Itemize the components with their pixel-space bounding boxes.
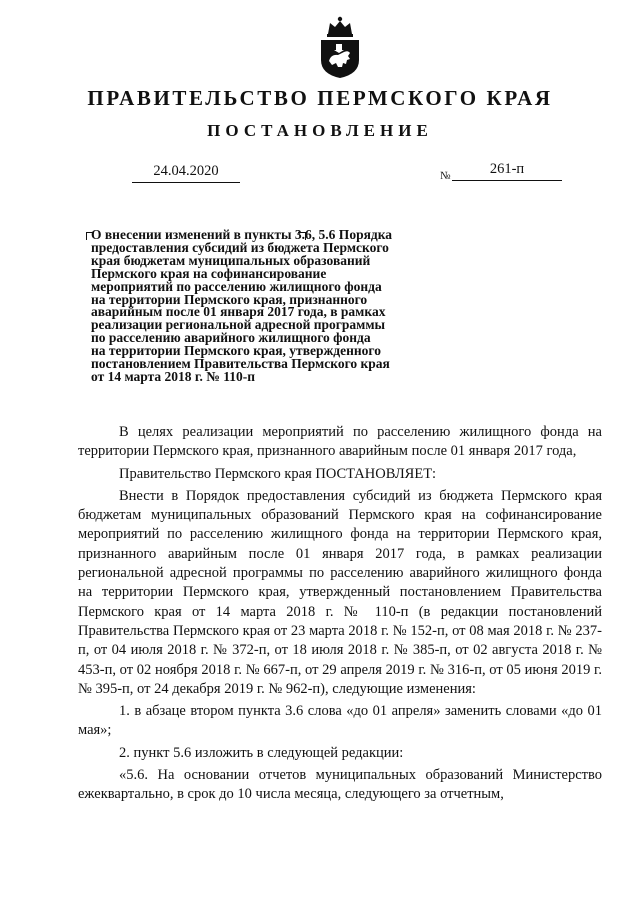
resolution-paragraph: Правительство Пермского края ПОСТАНОВЛЯЕТ: [119, 465, 437, 482]
document-body [78, 423, 602, 805]
amendment-item-1: 1. в абзаце втором пункта 3.6 слова «до 01 апреля» заменить словами «до 01 мая»; [78, 703, 602, 739]
document-date: 24.04.2020 [132, 163, 240, 183]
subject-line: от 14 марта 2018 г. № 110-п [91, 368, 256, 384]
coat-of-arms-icon [318, 14, 362, 80]
quoted-clause-paragraph: «5.6. На основании отчетов муниципальных образований Министерство ежеквартально, в срок до 10 числа месяца, следующего за отчетным, [78, 767, 602, 803]
document-number: 261-п [452, 161, 562, 181]
subject-line: постановлением Правительства Пермского края [91, 356, 390, 372]
subject-line: мероприятий по расселению жилищного фонда [91, 278, 382, 294]
subject-line: аварийным после 01 января 2017 года, в рамках [91, 304, 386, 320]
subject-line: на территории Пермского края, утвержденного [91, 343, 381, 359]
subject-line: О внесении изменений в пункты 3.6, 5.6 Порядка [91, 227, 393, 242]
amendment-item-2: 2. пункт 5.6 изложить в следующей редакции: [119, 744, 404, 761]
government-name: ПРАВИТЕЛЬСТВО ПЕРМСКОГО КРАЯ [87, 86, 553, 110]
subject-line: на территории Пермского края, признанного [91, 291, 368, 307]
document-subject [91, 229, 451, 384]
number-sign: № [440, 170, 451, 182]
amendment-intro-paragraph: Внести в Порядок предоставления субсидий из бюджета Пермского края бюджетам муниципальных образований Пермского края на софинансирование мероприятий по расселению жилищного фонда на территории Пермского края, признанного аварийным после 01 января 2017 года, в рамках реализации региональной адресной программы по расселению аварийного жилищного фонда на территории Пермского края, утвержденный постановлением Правительства Пермского края от 14 марта 2018 г. № 110-п (в редакции постановлений Правительства Пермского края от 23 марта 2018 г. № 152-п, от 08 мая 2018 г. № 237-п, от 04 июля 2018 г. № 372-п, от 18 июля 2018 г. № 385-п, от 02 августа 2018 г. № 453-п, от 02 ноября 2018 г. № 667-п, от 29 апреля 2019 г. № 316-п, от 05 июня 2019 г. № 395-п, от 24 декабря 2019 г. № 962-п), следующие изменения: [78, 487, 602, 697]
subject-line: предоставления субсидий из бюджета Пермского [91, 239, 389, 255]
preamble-paragraph: В целях реализации мероприятий по расселению жилищного фонда на территории Пермского края, признанного аварийным после 01 января 2017 года, [78, 424, 602, 460]
subject-line: по расселению аварийного жилищного фонда [91, 330, 371, 346]
subject-line: Пермского края на софинансирование [91, 265, 327, 281]
subject-line: края бюджетам муниципальных образований [91, 252, 371, 268]
document-type: ПОСТАНОВЛЕНИЕ [207, 121, 433, 140]
subject-line: реализации региональной адресной программы [91, 317, 386, 333]
